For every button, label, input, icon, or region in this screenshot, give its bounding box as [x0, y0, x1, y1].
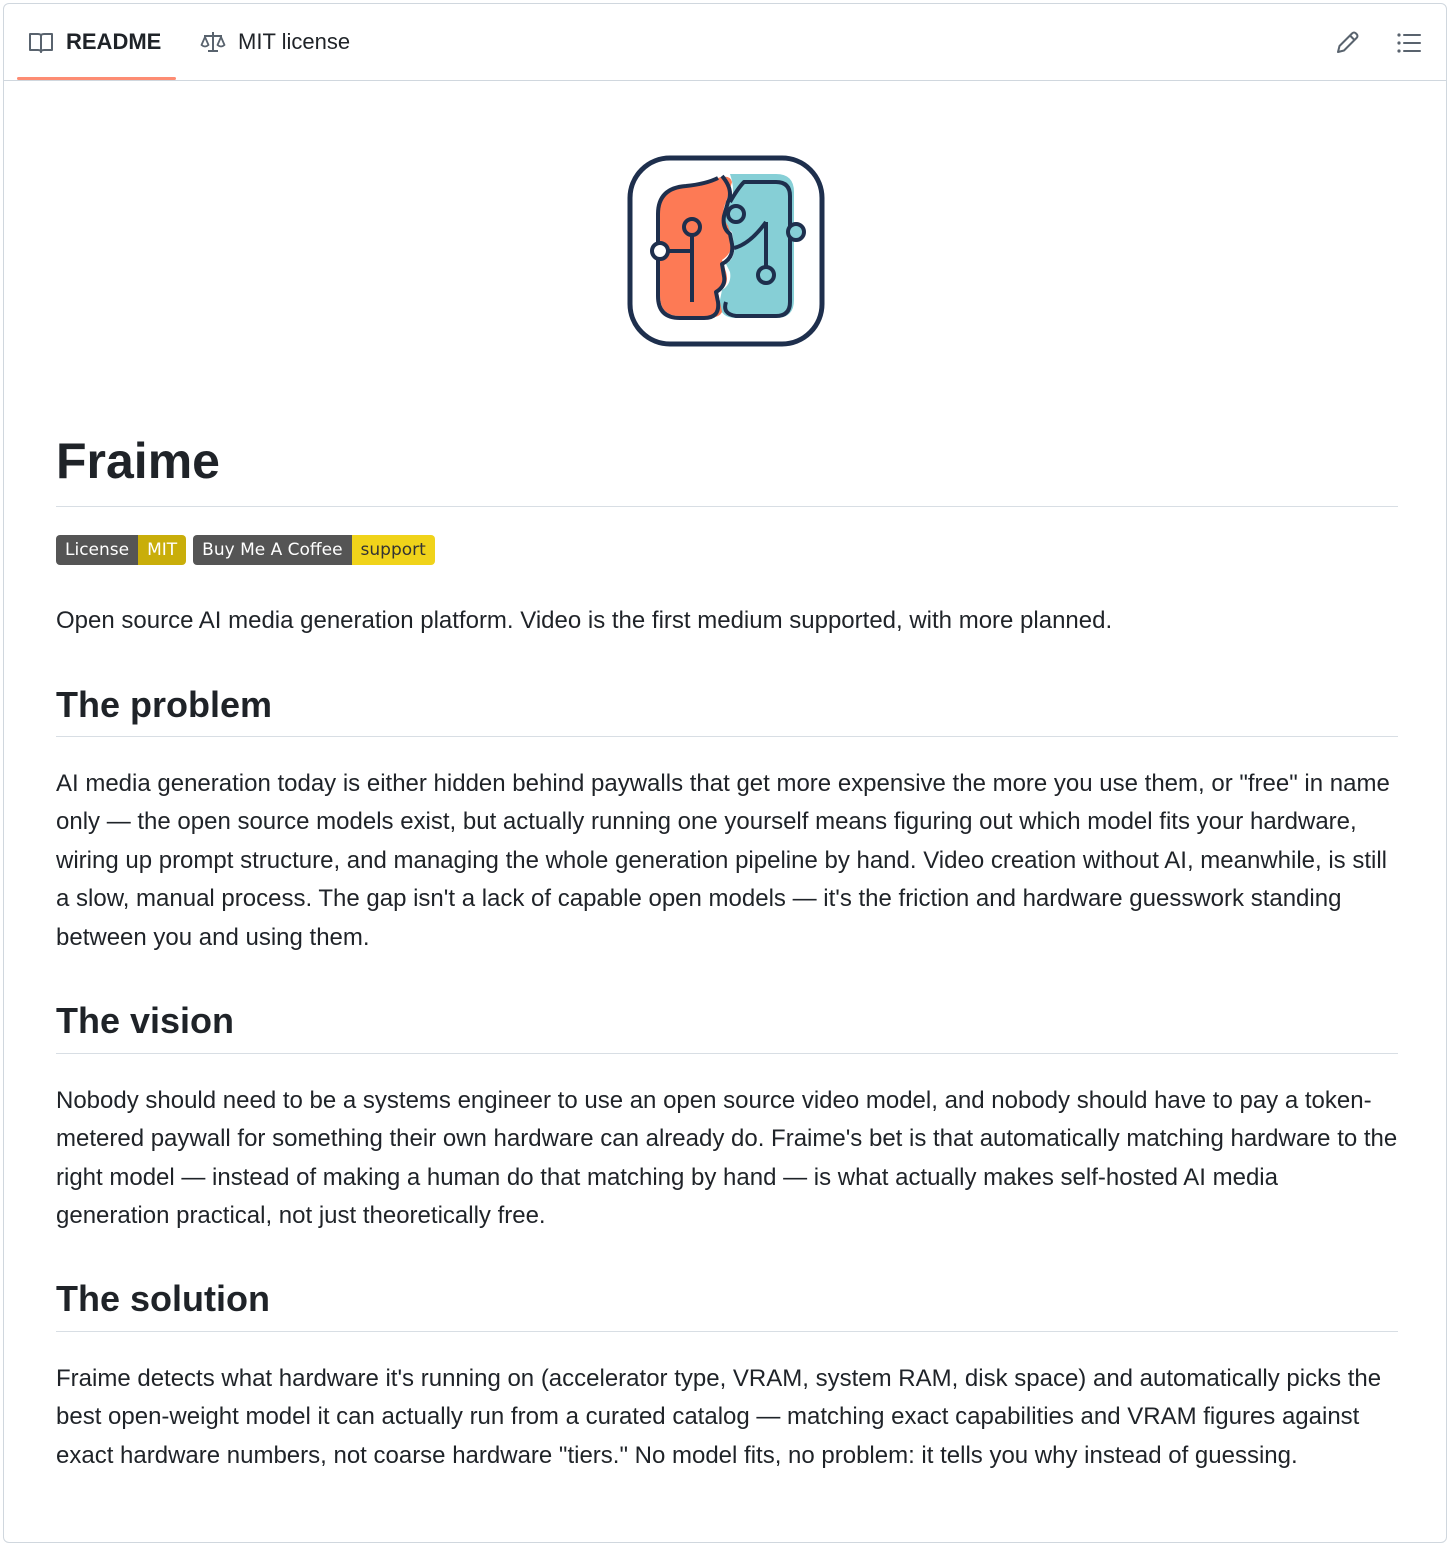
tab-readme[interactable]: [28, 4, 161, 80]
section-body-vision: Nobody should need to be a systems engineer to use an open source video model, and nobody should have to pay a token-metered paywall for something their own hardware can already do. Fraime's bet is that automatically matching hardware to the right model — instead of making a human do that matching by hand — is what actually makes self-hosted AI media generation practical, not just theoretically free.: [56, 1087, 1398, 1230]
list-icon[interactable]: [1394, 28, 1424, 58]
readme-title: Fraime: [56, 433, 220, 489]
section-heading-solution: The solution: [56, 1278, 270, 1319]
badge-row: [56, 535, 435, 567]
readme-panel: [3, 3, 1447, 1543]
section-divider: [56, 736, 1398, 737]
pencil-icon[interactable]: [1332, 28, 1362, 58]
license-badge-label: License: [56, 535, 138, 565]
book-icon: [28, 29, 54, 55]
tab-license[interactable]: [200, 4, 350, 80]
license-badge[interactable]: [56, 535, 186, 565]
coffee-badge-value: support: [352, 535, 435, 565]
tab-readme-label: README: [66, 29, 162, 54]
tab-license-label: MIT license: [238, 29, 351, 54]
section-heading-vision: The vision: [56, 1000, 235, 1041]
section-body-solution: Fraime detects what hardware it's running on (accelerator type, VRAM, system RAM, disk space) and automatically picks the best open-weight model it can actually run from a curated catalog — matching exact capabilities and VRAM figures against exact hardware numbers, not coarse hardware "tiers." No model fits, no problem: it tells you why instead of guessing.: [56, 1365, 1382, 1469]
section-heading-problem: The problem: [56, 684, 273, 725]
coffee-badge-label: Buy Me A Coffee: [193, 535, 351, 565]
fraime-logo: [626, 152, 826, 348]
scale-icon: [200, 29, 226, 55]
title-divider: [56, 506, 1398, 507]
section-divider: [56, 1053, 1398, 1054]
section-divider: [56, 1331, 1398, 1332]
section-body-problem: AI media generation today is either hidden behind paywalls that get more expensive the more you use them, or "free" in name only — the open source models exist, but actually running one yourself means figuring out which model fits your hardware, wiring up prompt structure, and managing the whole generation pipeline by hand. Video creation without AI, meanwhile, is still a slow, manual process. The gap isn't a lack of capable open models — it's the friction and hardware guesswork standing between you and using them.: [56, 770, 1390, 951]
readme-tabbar: [4, 4, 1446, 81]
intro-paragraph: Open source AI media generation platform. Video is the first medium supported, with more planned.: [56, 607, 1113, 634]
coffee-badge[interactable]: [193, 535, 435, 565]
license-badge-value: MIT: [138, 535, 186, 565]
active-tab-indicator: [17, 77, 176, 80]
